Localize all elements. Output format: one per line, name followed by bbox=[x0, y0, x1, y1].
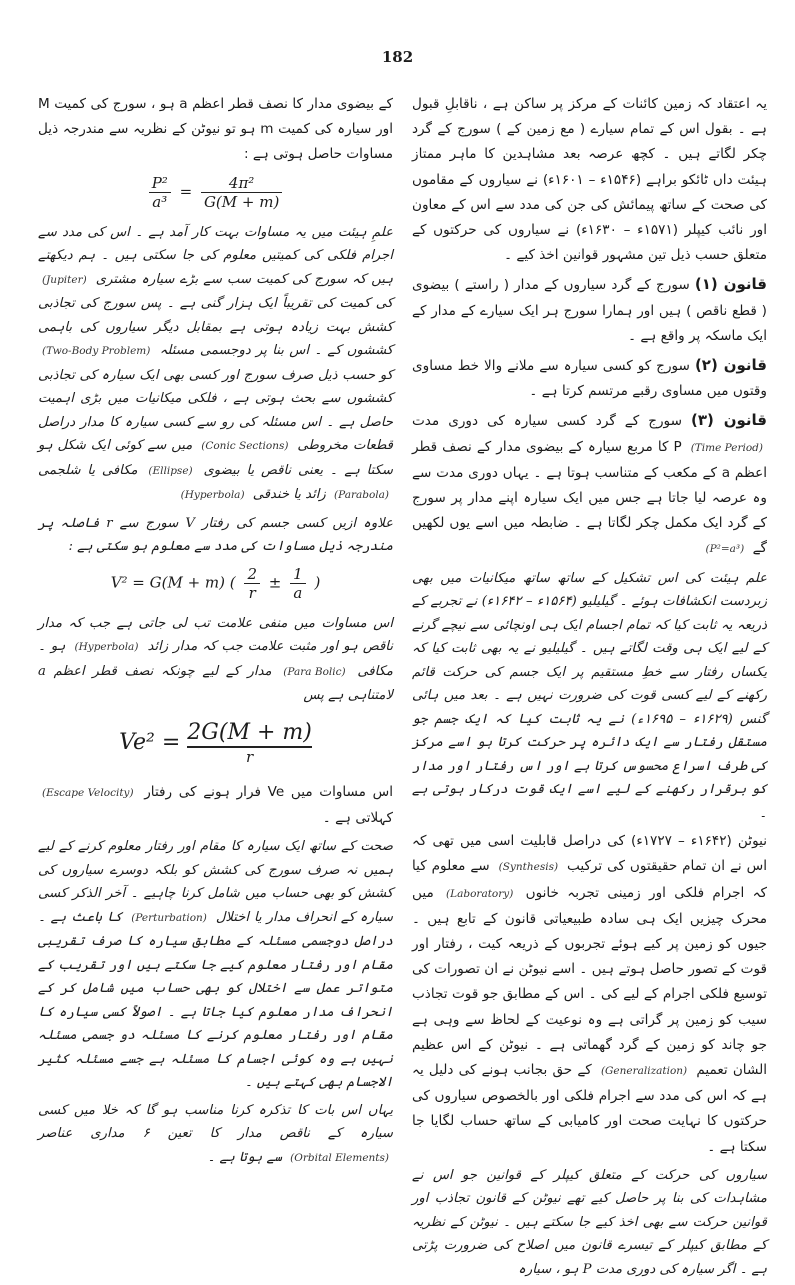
text: کی کمیت کی تقریباً ایک ہزار گنی ہے ۔ پس سورج کی تجاذبی کشش بہت زیادہ ہوتی ہے بمقابل دیگر سیاروں کی باہمی کششوں کے ۔ اس بنا پر دوجسمی مسئلہ bbox=[38, 296, 393, 359]
fraction bbox=[290, 565, 306, 602]
english-term: (Generalization) bbox=[600, 1064, 688, 1077]
text: زائد یا خندقی bbox=[252, 487, 326, 503]
english-term: (Para Bolic) bbox=[283, 665, 346, 678]
english-term: (Laboratory) bbox=[446, 887, 514, 900]
law-title: قانون (۱) bbox=[694, 275, 767, 294]
fraction bbox=[244, 565, 260, 602]
page-number: 182 bbox=[381, 48, 414, 66]
equation-kepler-newton bbox=[38, 174, 393, 211]
kepler-law-2 bbox=[412, 353, 767, 404]
english-term: (Hyperbola) bbox=[74, 641, 139, 654]
law-text: P کا مربع سیارہ کے بیضوی مدار کے نصف قطر اعظم a کے مکعب کے متناسب ہوتا ہے ۔ یہاں دوری مدت سے وہ عرصہ لیا جاتا ہے جس میں ایک سیارہ اپنے مدار پر سورج کے گرد ایک مکمل چکر لگاتا ہے ۔ ضابطہ میں اسے یوں لکھیں گے bbox=[412, 438, 767, 557]
law-text: سورج کے گرد سیاروں کے مدار ( راستے ) بیضوی ( قطع ناقص ) ہیں اور ہمارا سورج ہر ایک سیارے کے مدار کے ایک ماسکہ پر واقع ہے ۔ bbox=[412, 277, 767, 344]
text: میں سے کوئی ایک شکل ہو سکتا ہے ۔ یعنی ناقص یا بیضوی bbox=[38, 438, 393, 478]
english-term: (Ellipse) bbox=[148, 464, 193, 477]
paragraph bbox=[412, 829, 767, 1160]
english-term: (Time Period) bbox=[690, 441, 763, 454]
paragraph bbox=[38, 780, 393, 831]
text: کا باعث ہے ۔ دراصل دوجسمی مسئلہ کے مطابق سیارہ کا صرف تقریبی مقام اور رفتار معلوم کیے جا سکتے ہیں اور تقریب کے متواتر عمل سے اختلال کو بھی حساب میں شامل کر کے انحراف مدار معلوم کیا جاتا ہے ۔ اصولاً کسی سیارہ کا مقام اور رفتار معلوم کرنے کا مسئلہ دو جسمی مسئلہ نہیں ہے وہ کوئی اجسام کا مسئلہ ہے جسے مسئلہ کثیر الاجسام بھی کہتے ہیں ۔ bbox=[38, 909, 393, 1091]
paragraph: سیاروں کی حرکت کے متعلق کیپلر کے قوانین جو اس نے مشاہدات کی بنا پر حاصل کیے تھے نیوٹن کے قانون تجاذب اور قوانین حرکت سے بھی اخذ کیے جا سکتے ہیں ۔ نیوٹن کے نظریہ کے مطابق کیپلر کے تیسرے قانون میں اصلاح کی ضرورت پڑتی ہے ۔ اگر سیارہ کی دوری مدت P ہو ، سیارہ bbox=[412, 1167, 767, 1277]
text: کے حق بجانب ہونے کی دلیل یہ ہے کہ اس کی مدد سے اجرام فلکی اور بالخصوص سیاروں کی حرکتوں کا نہایت صحت اور کامیابی کے ساتھ حساب لگایا جا سکتا ہے ۔ bbox=[412, 1061, 767, 1155]
kepler-law-1 bbox=[412, 272, 767, 349]
text: سے ہوتا ہے ۔ bbox=[207, 1149, 282, 1165]
english-term: (Synthesis) bbox=[498, 861, 559, 874]
numerator: 4π² bbox=[201, 174, 282, 193]
inline-formula: (P²=a³) bbox=[705, 543, 745, 556]
fraction bbox=[201, 174, 282, 211]
text: صحت کے ساتھ ایک سیارہ کا مقام اور رفتار معلوم کرنے کے لیے ہمیں نہ صرف سورج کی کشش کو بلکہ دوسرے سیاروں کی کشش کو بھی حساب میں شامل کرنا چاہیے ۔ آخر الذکر کسی سیارہ کے انحراف مدار یا اختلال bbox=[38, 839, 393, 925]
left-column bbox=[38, 92, 393, 1174]
english-term: (Two-Body Problem) bbox=[42, 345, 151, 358]
paragraph bbox=[38, 221, 393, 508]
paragraph: علم ہیئت کی اس تشکیل کے ساتھ ساتھ میکانیات میں بھی زبردست انکشافات ہوئے ۔ گیلیلیو (۱۵۶۴ء – ۱۶۴۲ء) نے تجربے کے ذریعہ یہ ثابت کیا کہ تمام اجسام ایک ہی اونچائی سے نیچے گرنے کے لیے ایک ہی وقت لگاتے ہیں ۔ گیلیلیو نے یہ بھی ثابت کیا کہ یکساں رفتار سے خطِ مستقیم پر ایک جسم کی حرکت قائم رکھنے کے لیے کسی قوت کی ضرورت نہیں ہے ۔ بعد میں ہائی گنس (۱۶۲۹ء – ۱۶۹۵ء) نے یہ ثابت کیا کہ ایک جسم جو مستقل رفتار سے ایک دائرہ پر حرکت کرتا ہو اسے مرکز کی طرف اسراع محسوس کرتا ہے اور اس رفتار اور مدار کو برقرار رکھنے کے لیے اسے ایک قوت درکار ہوتی ہے ۔ bbox=[412, 570, 767, 821]
text: یہاں اس بات کا تذکرہ کرنا مناسب ہو گا کہ خلا میں کسی سیارہ کے ناقص مدار کا تعین ۶ مداری عناصر bbox=[38, 1102, 393, 1142]
text: مدار کے لیے چونکہ نصف قطر اعظم a لامتناہی ہے پس bbox=[38, 663, 393, 704]
equation-escape-velocity bbox=[38, 720, 393, 766]
text: مکافی یا شلجمی bbox=[38, 462, 138, 478]
law-title: قانون (۲) bbox=[694, 356, 767, 375]
text: کو حسب ذیل صرف سورج اور کسی بھی ایک سیارہ کی تجاذبی کششوں سے بحث ہوتی ہے ، فلکی میکانیات میں بڑی اہمیت حاصل ہے ۔ اس مسئلہ کی رو سے کسی سیارہ کا مدار دراصل قطعات مخروطی bbox=[38, 367, 393, 454]
equals-sign: = bbox=[179, 182, 193, 201]
english-term: (Hyperbola) bbox=[180, 489, 245, 502]
text: اس مساوات میں منفی علامت تب لی جاتی ہے جب کہ مدار ناقص ہو اور مثبت علامت جب کہ مدار زائد bbox=[38, 615, 393, 655]
english-term: (Jupiter) bbox=[42, 273, 87, 286]
paragraph bbox=[38, 835, 393, 1095]
denominator: G(M + m) bbox=[203, 192, 280, 211]
numerator: 2 bbox=[244, 565, 260, 584]
text: میں محرک چیزیں ایک ہی سادہ طبیعیاتی قانون کے تابع ہیں ۔ جیوں کو زمین پر کیے ہوئے تجربوں کے ذریعہ کیت ، رفتار اور قوت کے تصور حاصل ہوتے ہیں ۔ اسے نیوٹن نے ان تصورات کی توسیع فلکی اجرام کے لیے کی ۔ اس کے مطابق جو قوت تجاذب سیب کو زمین پر گراتی ہے وہ نوعیت کے لحاظ سے وہی ہے جو چاند کو زمین کے گرد گھماتی ہے ۔ نیوٹن کے اس عظیم الشان تعمیم bbox=[412, 884, 767, 1078]
fraction bbox=[149, 174, 171, 211]
denominator: r bbox=[248, 583, 256, 602]
paragraph bbox=[38, 1099, 393, 1171]
equation-part: V² = G(M + m) bbox=[110, 573, 226, 592]
denominator: a bbox=[293, 583, 303, 602]
english-term: (Orbital Elements) bbox=[290, 1151, 389, 1164]
english-term: (Parabola) bbox=[334, 489, 389, 502]
equation-part: Ve² = bbox=[119, 729, 188, 755]
law-text: سورج کو کسی سیارہ سے ملانے والا خط مساوی وقتوں میں مساوی رقبے مرتسم کرتا ہے ۔ bbox=[412, 358, 767, 400]
text: ہو ۔ مکافی bbox=[38, 639, 393, 679]
kepler-law-3 bbox=[412, 408, 767, 562]
english-term: (Perturbation) bbox=[131, 911, 207, 924]
right-column bbox=[412, 92, 767, 1285]
plus-minus-sign: ± bbox=[268, 573, 282, 592]
denominator: a³ bbox=[152, 192, 168, 211]
text: سے معلوم کیا کہ اجرام فلکی اور زمینی تجربہ خانوں bbox=[412, 858, 768, 901]
english-term: (Escape Velocity) bbox=[42, 786, 134, 799]
denominator: r bbox=[245, 747, 254, 766]
text: علمِ ہیئت میں یہ مساوات بہت کار آمد ہے ۔ اس کی مدد سے اجرام فلکی کی کمیتیں معلوم کی جا سکتی ہیں ۔ ہم دیکھتے ہیں کہ سورج کی کمیت سب سے بڑے سیارہ مشتری bbox=[38, 224, 393, 287]
fraction bbox=[187, 720, 312, 766]
paragraph bbox=[38, 612, 393, 708]
numerator: 2G(M + m) bbox=[187, 720, 312, 748]
paragraph: علاوہ ازیں کسی جسم کی رفتار V سورج سے r فاصلہ پر مندرجہ ذیل مساوات کی مدد سے معلوم ہو سکتی ہے : bbox=[38, 515, 393, 555]
english-term: (Conic Sections) bbox=[201, 440, 289, 453]
paragraph: کے بیضوی مدار کا نصف قطر اعظم a ہو ، سورج کی کمیت M اور سیارہ کی کمیت m ہو تو نیوٹن کے نظریہ سے مندرجہ ذیل مساوات حاصل ہوتی ہے : bbox=[38, 96, 394, 163]
text: کہلاتی ہے ۔ bbox=[322, 809, 393, 826]
text: اس مساوات میں Ve فرار ہونے کی رفتار bbox=[144, 783, 393, 800]
law-text: سورج کے گرد کسی سیارہ کی دوری مدت bbox=[412, 413, 682, 430]
equation-vis-viva: V² = G(M + m) ( $\frac{2}{r}$ ± $\frac{1}{a}$ ) bbox=[110, 564, 321, 602]
numerator: P² bbox=[149, 174, 171, 193]
text: نیوٹن (۱۶۴۲ء – ۱۷۲۷ء) کی دراصل قابلیت اسی میں تھی کہ اس نے ان تمام حقیقتوں کی ترکیب bbox=[412, 833, 767, 875]
numerator: 1 bbox=[290, 565, 306, 584]
law-title: قانون (۳) bbox=[690, 411, 767, 430]
paragraph: یہ اعتقاد کہ زمین کائنات کے مرکز پر ساکن ہے ، ناقابلِ قبول ہے ۔ بقول اس کے تمام سیارے ( مع زمین کے ) سورج کے گرد چکر لگاتے ہیں ۔ کچھ عرصہ بعد مشاہدین کا ماہر ممتاز ہیئت داں ٹائکو براہے (۱۵۴۶ء – ۱۶۰۱ء) نے سیاروں کے مقاموں کی صحت کے ساتھ پیمائش کی جن کی مدد سے اس کے معاون اور نائب کیپلر (۱۵۷۱ء – ۱۶۳۰ء) نے سیاروں کی حرکتوں کے متعلق حسب ذیل تین مشہور قوانین اخذ کیے ۔ bbox=[412, 96, 767, 264]
